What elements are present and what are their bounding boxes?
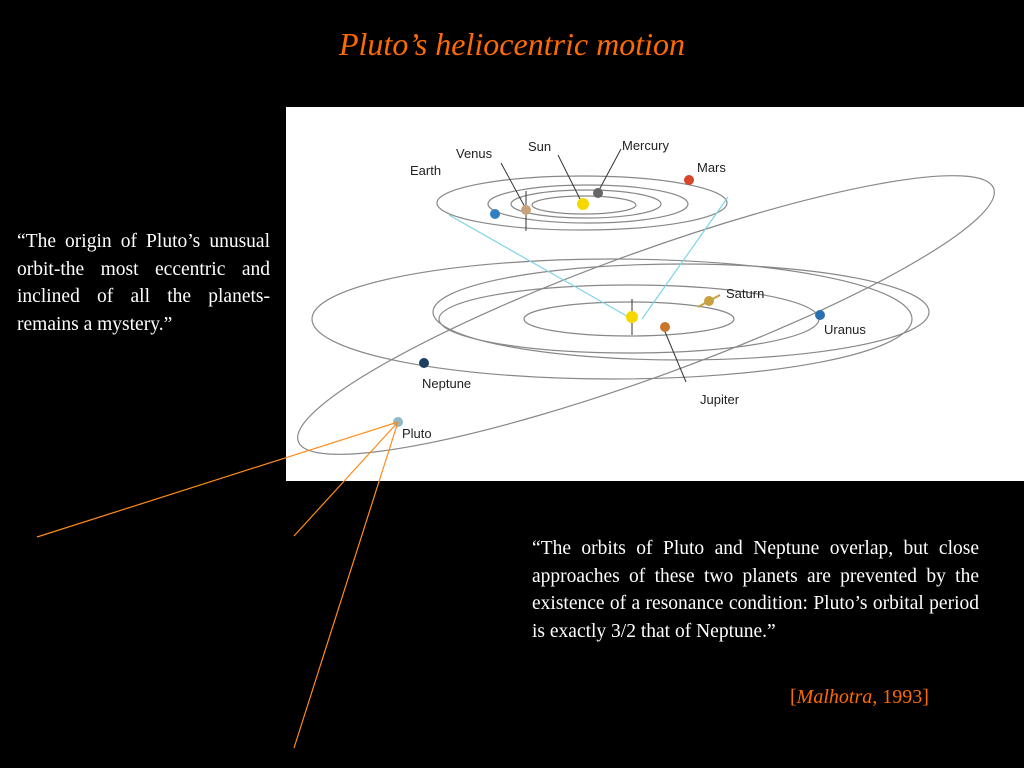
quote-left: “The origin of Pluto’s unusual orbit-the most eccentric and inclined of all the planets-remains a mystery.” xyxy=(17,231,270,335)
slide-title: Pluto’s heliocentric motion xyxy=(338,26,686,62)
earth-label: Earth xyxy=(410,163,442,178)
mars-body xyxy=(684,175,694,185)
mars-label: Mars xyxy=(697,160,726,175)
quote-right: “The orbits of Pluto and Neptune overlap, but close approaches of these two planets are prevented by the existence of a resonance condition: Pluto’s orbital period is exactly 3/2 that of Neptune.” xyxy=(532,538,979,642)
venus-label: Venus xyxy=(456,146,493,161)
citation xyxy=(790,686,929,709)
solar-system-diagram xyxy=(286,107,1024,481)
sun-body-outer xyxy=(626,311,638,323)
earth-body xyxy=(490,209,500,219)
uranus-label: Uranus xyxy=(824,322,866,337)
pluto-orbit xyxy=(286,130,1015,481)
neptune-body xyxy=(419,358,429,368)
sun-label: Sun xyxy=(528,139,552,154)
solar-system-svg xyxy=(286,107,1024,481)
citation-open: [ xyxy=(790,686,797,708)
leader-lines xyxy=(501,149,686,382)
sun-body xyxy=(577,198,589,210)
outer-orbits xyxy=(286,130,1015,481)
jupiter-label: Jupiter xyxy=(700,392,740,407)
venus-body xyxy=(521,205,531,215)
mercury-label: Mercury xyxy=(622,138,669,153)
citation-year: , 1993] xyxy=(872,686,929,708)
projection-line-left xyxy=(449,215,632,319)
pluto-label: Pluto xyxy=(402,426,432,441)
citation-author: Malhotra xyxy=(796,686,873,708)
mercury-body xyxy=(593,188,603,198)
projection-line-right xyxy=(642,197,728,319)
neptune-label: Neptune xyxy=(422,376,472,391)
saturn-label: Saturn xyxy=(726,286,765,301)
jupiter-body xyxy=(660,322,670,332)
uranus-body xyxy=(815,310,825,320)
